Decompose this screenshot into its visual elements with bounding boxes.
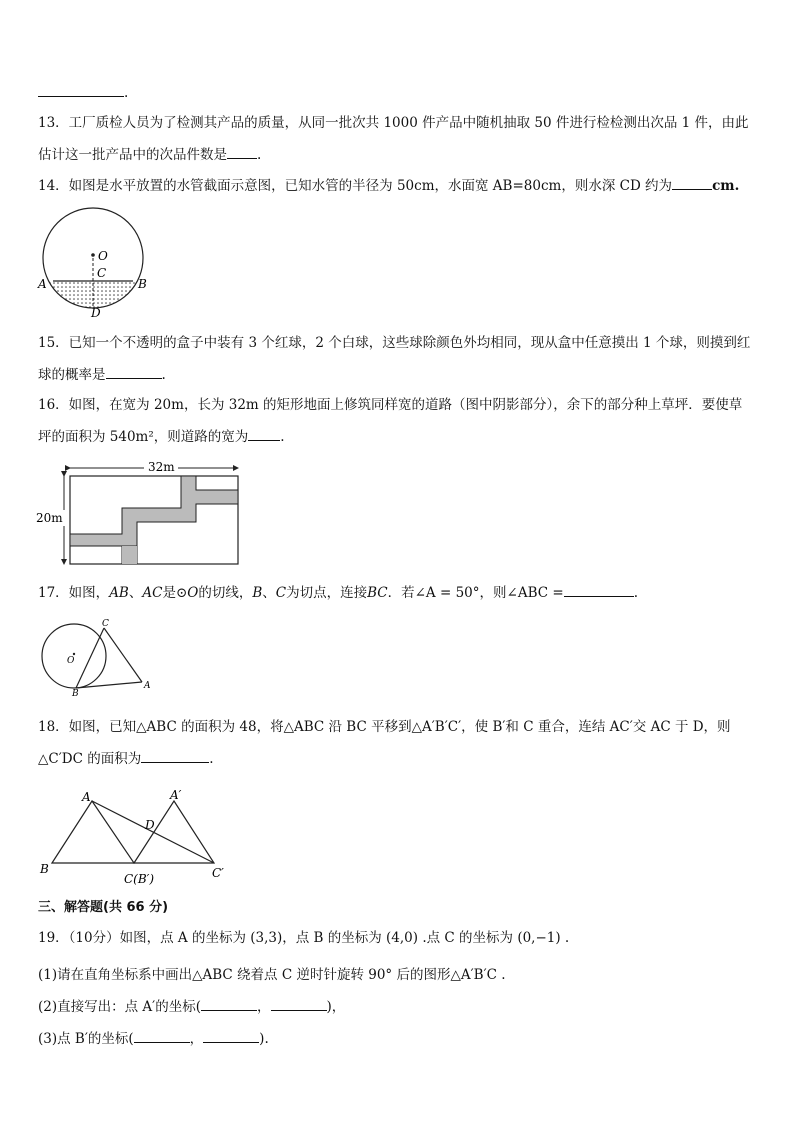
label-a-prime: A′	[170, 788, 182, 802]
center-point	[73, 653, 75, 655]
label-c: C	[102, 619, 109, 629]
separator: 、	[128, 585, 143, 601]
question-17-text: ．若∠A = 50°，则∠ABC =	[387, 585, 564, 601]
label-c: C	[97, 266, 107, 280]
label-o: O	[67, 656, 75, 666]
label-o: O	[98, 249, 108, 263]
answer-blank	[672, 175, 712, 190]
label-a: A	[82, 790, 91, 804]
question-16-line-2	[38, 426, 285, 447]
answer-blank	[203, 1028, 259, 1043]
label-d: D	[145, 818, 155, 832]
label-d: D	[91, 306, 101, 320]
point-c: C	[275, 585, 287, 601]
height-label: 20m	[36, 511, 63, 525]
translated-triangles-figure	[38, 787, 238, 887]
answer-blank	[564, 582, 634, 597]
period: .	[161, 367, 166, 383]
question-19-line-1: 19．（10分）如图，点 A 的坐标为 (3,3)，点 B 的坐标为 (4,0) .点 C 的坐标为 (0,−1) .	[38, 930, 570, 946]
question-17-text: 是	[162, 585, 176, 601]
question-17-text: 的切线，	[198, 585, 253, 601]
section-title: 三、解答题(共 66 分)	[38, 900, 169, 915]
label-a: A	[38, 277, 47, 291]
question-17-text: 17．如图，	[38, 585, 110, 601]
close-paren: )，	[326, 999, 346, 1015]
center-point	[91, 253, 95, 257]
segment-bc: BC	[367, 585, 388, 601]
question-19-text: (3)点 B′的坐标(	[38, 1031, 134, 1047]
comma: ，	[257, 999, 271, 1015]
answer-blank	[106, 364, 162, 379]
tangent-ab	[76, 682, 142, 688]
circle-symbol: ⊙O	[175, 585, 199, 601]
question-18-line-1: 18．如图，已知△ABC 的面积为 48，将△ABC 沿 BC 平移到△A′B′C′，使 B′和 C 重合，连结 AC′交 AC 于 D，则	[38, 719, 731, 735]
question-14-text: 14．如图是水平放置的水管截面示意图，已知水管的半径为 50cm，水面宽 AB=80cm，则水深 CD 约为	[38, 178, 673, 194]
segment-ac: AC	[142, 585, 163, 601]
label-c-b-prime: C(B′)	[124, 872, 155, 886]
label-b: B	[40, 862, 49, 876]
question-13-line-2	[38, 144, 261, 165]
question-18-line-2	[38, 748, 214, 769]
question-15-line-2	[38, 364, 166, 385]
width-label: 32m	[148, 460, 175, 474]
answer-blank	[38, 82, 124, 97]
question-15-line-1: 15．已知一个不透明的盒子中装有 3 个红球，2 个白球，这些球除颜色外均相同，现从盒中任意摸出 1 个球，则摸到红	[38, 335, 751, 351]
period: .	[633, 585, 638, 601]
road-shaded-strip	[122, 546, 137, 564]
question-13-text: 估计这一批产品中的次品件数是	[38, 147, 227, 163]
separator: 、	[262, 585, 276, 601]
question-14-line	[38, 175, 739, 196]
question-13-line-1: 13．工厂质检人员为了检测其产品的质量，从同一批次共 1000 件产品中随机抽取 50 件进行检检测出次品 1 件，由此	[38, 115, 749, 131]
segment-ac2	[92, 801, 214, 863]
answer-blank	[248, 426, 280, 441]
label-b: B	[72, 689, 79, 699]
question-19-sub-3	[38, 1028, 269, 1049]
period: .	[257, 147, 262, 163]
answer-blank	[134, 1028, 190, 1043]
question-15-text: 球的概率是	[38, 367, 106, 383]
question-18-text: △C′DC 的面积为	[38, 751, 142, 767]
tangent-circle-figure	[38, 616, 158, 698]
segment-ab: AB	[109, 585, 129, 601]
question-17-text: 为切点，连接	[286, 585, 368, 601]
label-c-prime: C′	[212, 866, 224, 880]
pipe-cross-section-figure	[36, 205, 156, 320]
chord-bc	[76, 628, 104, 688]
question-19-sub-2	[38, 996, 345, 1017]
unit-text: cm.	[712, 178, 740, 194]
point-b: B	[252, 585, 263, 601]
label-b: B	[138, 277, 147, 291]
triangle-abc	[52, 801, 134, 863]
label-a: A	[144, 681, 151, 691]
period: .	[124, 85, 129, 101]
comma: ，	[189, 1031, 204, 1047]
answer-blank	[227, 144, 257, 159]
road-rectangle-figure	[36, 458, 246, 570]
answer-blank	[271, 996, 327, 1011]
answer-blank	[201, 996, 257, 1011]
close-paren: ).	[259, 1031, 269, 1047]
period: .	[280, 429, 285, 445]
question-17-line	[38, 582, 638, 603]
triangle-a2b2c2	[134, 801, 214, 863]
question-19-sub-1: (1)请在直角坐标系中画出△ABC 绕着点 C 逆时针旋转 90° 后的图形△A′B′C .	[38, 967, 506, 983]
question-19-text: (2)直接写出：点 A′的坐标(	[38, 999, 201, 1015]
answer-blank	[141, 748, 209, 763]
question-16-line-1: 16．如图，在宽为 20m，长为 32m 的矩形地面上修筑同样宽的道路（图中阴影部分），余下的部分种上草坪．要使草	[38, 397, 743, 413]
tangent-ac	[104, 628, 142, 682]
top-answer-line	[38, 82, 128, 103]
period: .	[209, 751, 214, 767]
question-16-text: 坪的面积为 540m²，则道路的宽为	[38, 429, 249, 445]
